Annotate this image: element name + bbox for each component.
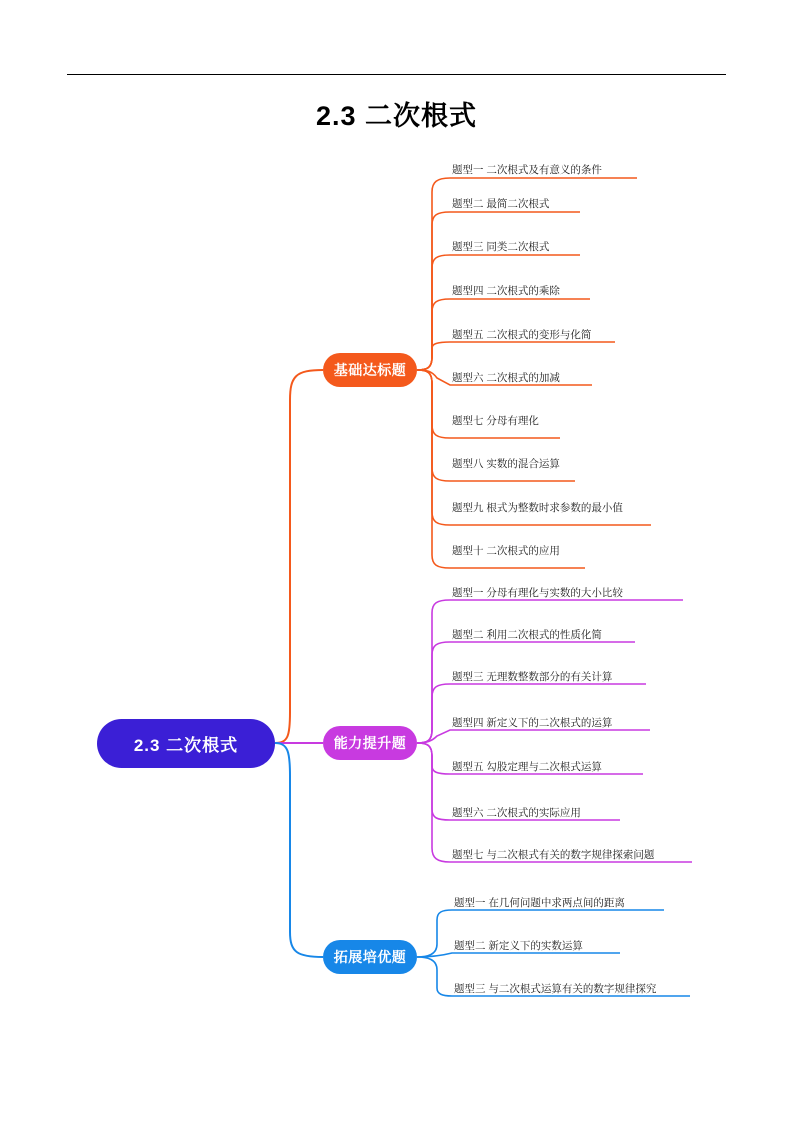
mindmap-leaf[interactable]: 题型九 根式为整数时求参数的最小值 — [452, 502, 623, 514]
mindmap-leaf[interactable]: 题型一 二次根式及有意义的条件 — [452, 164, 602, 176]
mindmap-leaf[interactable]: 题型二 最简二次根式 — [452, 198, 550, 210]
mindmap-branch-improve[interactable]: 能力提升题 — [323, 726, 417, 760]
mindmap-leaf[interactable]: 题型二 新定义下的实数运算 — [454, 940, 583, 952]
mindmap-branch-extend[interactable]: 拓展培优题 — [323, 940, 417, 974]
mindmap-leaf[interactable]: 题型二 利用二次根式的性质化简 — [452, 629, 602, 641]
mindmap-root-node[interactable]: 2.3 二次根式 — [97, 719, 275, 768]
mindmap-branch-basic[interactable]: 基础达标题 — [323, 353, 417, 387]
page-title: 2.3 二次根式 — [315, 101, 478, 131]
mindmap-leaf[interactable]: 题型四 新定义下的二次根式的运算 — [452, 717, 613, 729]
mindmap-leaf[interactable]: 题型七 与二次根式有关的数字规律探索问题 — [452, 849, 655, 861]
mindmap-leaf[interactable]: 题型六 二次根式的实际应用 — [452, 807, 581, 819]
mindmap-leaf[interactable]: 题型一 分母有理化与实数的大小比较 — [452, 587, 623, 599]
mindmap-leaf[interactable]: 题型七 分母有理化 — [452, 415, 539, 427]
mindmap-leaf[interactable]: 题型三 无理数整数部分的有关计算 — [452, 671, 613, 683]
mindmap-leaf[interactable]: 题型六 二次根式的加减 — [452, 372, 560, 384]
mindmap-leaf[interactable]: 题型一 在几何问题中求两点间的距离 — [454, 897, 625, 909]
mindmap-leaf[interactable]: 题型五 勾股定理与二次根式运算 — [452, 761, 602, 773]
mindmap-leaf[interactable]: 题型三 与二次根式运算有关的数字规律探究 — [454, 983, 657, 995]
mindmap-leaf[interactable]: 题型八 实数的混合运算 — [452, 458, 560, 470]
mindmap-leaf[interactable]: 题型五 二次根式的变形与化简 — [452, 329, 592, 341]
mindmap-leaf[interactable]: 题型十 二次根式的应用 — [452, 545, 560, 557]
mindmap-leaf[interactable]: 题型三 同类二次根式 — [452, 241, 550, 253]
mindmap-leaf[interactable]: 题型四 二次根式的乘除 — [452, 285, 560, 297]
